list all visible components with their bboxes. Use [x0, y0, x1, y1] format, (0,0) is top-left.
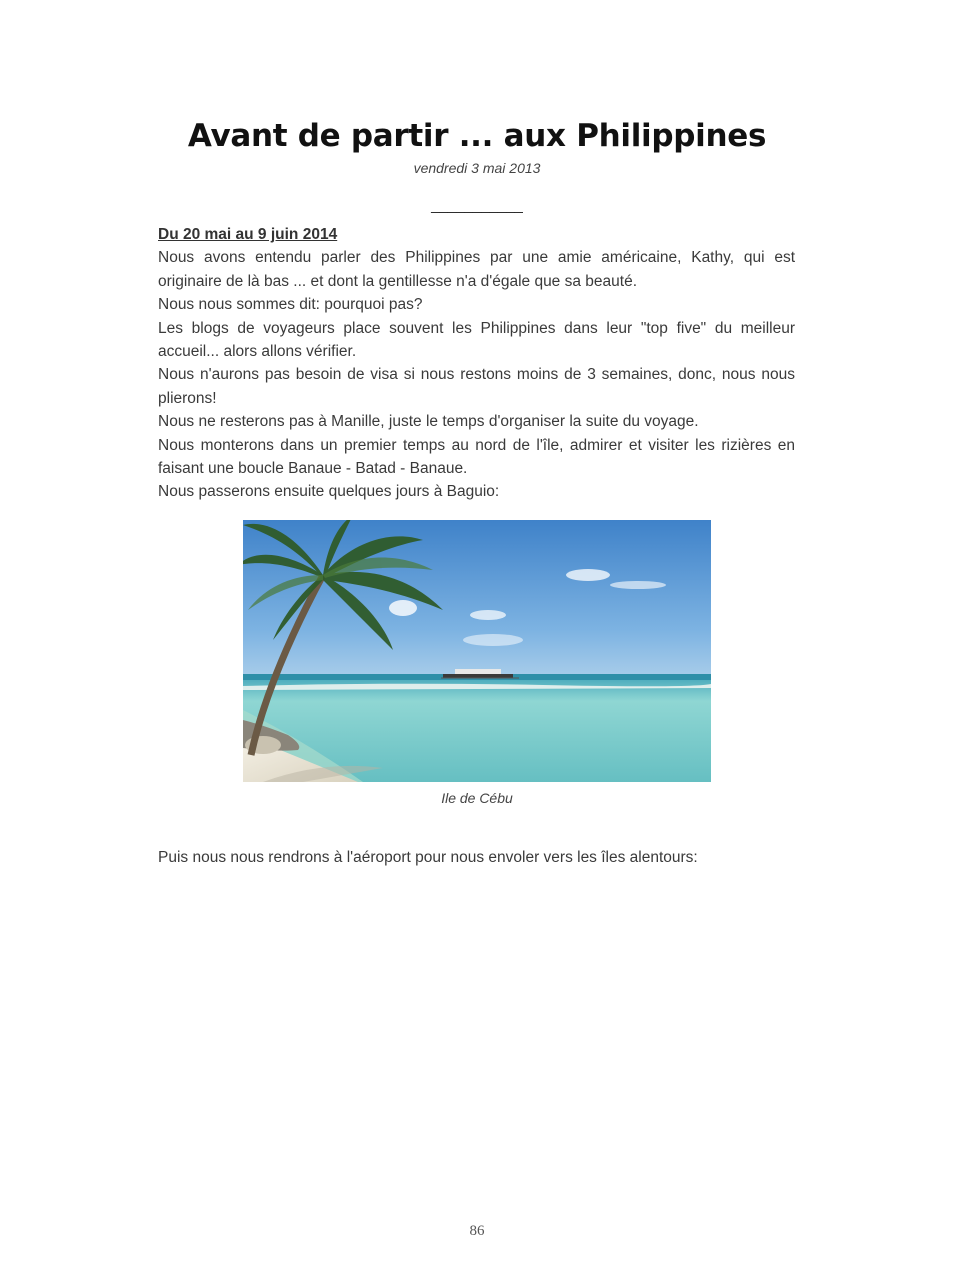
- page-number: 86: [469, 1223, 485, 1239]
- date-range-heading: Du 20 mai au 9 juin 2014: [158, 226, 338, 243]
- paragraph: Nous ne resterons pas à Manille, juste le temps d'organiser la suite du voyage.: [158, 413, 699, 431]
- beach-photo: [243, 520, 711, 782]
- article-body: [158, 223, 795, 504]
- paragraph: Nous n'aurons pas besoin de visa si nous restons moins de 3 semaines, donc, nous nous plierons!: [158, 366, 795, 407]
- photo-caption: Ile de Cébu: [441, 790, 513, 806]
- paragraph: Nous monterons dans un premier temps au nord de l'île, admirer et visiter les rizières en faisant une boucle Banaue - Batad - Banaue.: [158, 436, 795, 478]
- paragraph: Nous nous sommes dit: pourquoi pas?: [158, 296, 423, 314]
- post-date: vendredi 3 mai 2013: [413, 160, 541, 176]
- page-title: Avant de partir ... aux Philippines: [187, 118, 767, 154]
- closing-paragraph: Puis nous nous rendrons à l'aéroport pour nous envoler vers les îles alentours:: [158, 849, 698, 866]
- paragraph: Nous passerons ensuite quelques jours à Baguio:: [158, 483, 500, 501]
- paragraph: Les blogs de voyageurs place souvent les Philippines dans leur "top five" du meilleur accueil... alors allons vérifier.: [158, 319, 795, 361]
- separator-line: ___________: [431, 197, 523, 214]
- paragraph: Nous avons entendu parler des Philippines par une amie américaine, Kathy, qui est originaire de là bas ... et dont la gentillesse n'a d'égale que sa beauté.: [158, 249, 795, 290]
